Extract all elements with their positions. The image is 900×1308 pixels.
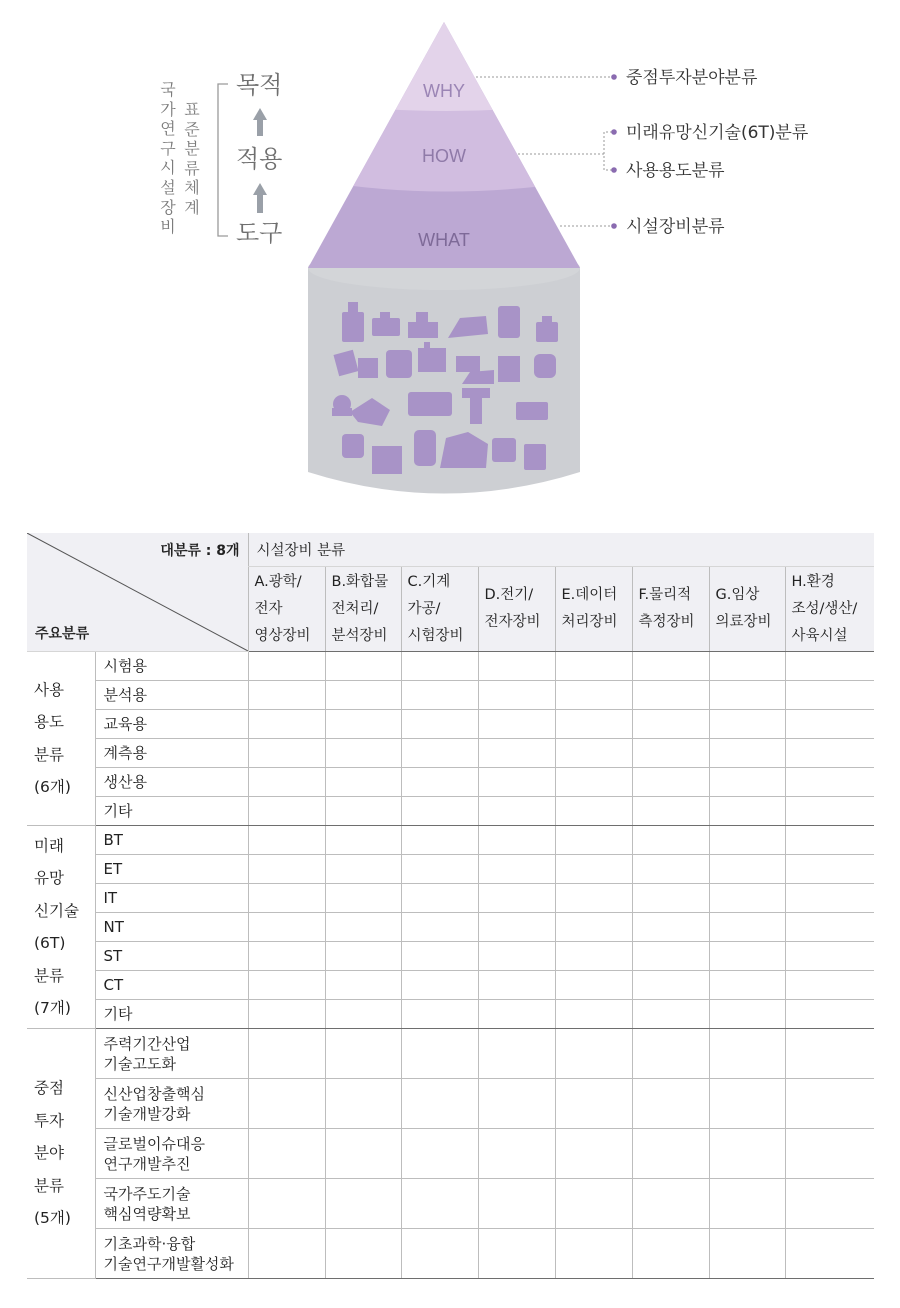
matrix-cell [248,942,325,971]
matrix-cell [555,768,632,797]
matrix-cell [555,855,632,884]
subclass-label-line: 글로벌이슈대응 [103,1134,205,1153]
group-label-line: 분류 [34,745,64,764]
category-header-line: 시험장비 [407,627,464,644]
subclass-label-line: 기술고도화 [103,1054,176,1073]
matrix-cell [785,971,874,1000]
table-row [27,768,874,797]
matrix-cell [401,1029,478,1079]
matrix-cell [632,1000,709,1029]
matrix-cell [478,1029,555,1079]
table-row [27,739,874,768]
group-label-line: 사용 [34,680,64,699]
matrix-cell [632,913,709,942]
subclass-label [95,1129,248,1179]
table-row [27,942,874,971]
subclass-label [95,710,248,739]
matrix-cell [401,1179,478,1229]
matrix-cell [632,768,709,797]
matrix-cell [401,1129,478,1179]
matrix-cell [709,1229,785,1279]
category-header-line: B.화합물 [331,573,389,590]
matrix-cell [478,1079,555,1129]
matrix-cell [709,884,785,913]
matrix-cell [401,826,478,855]
category-header [478,567,555,652]
pyramid-what-label: WHAT [418,230,470,250]
subclass-label-line: 국가주도기술 [103,1184,191,1203]
table-row [27,1229,874,1279]
matrix-cell [709,826,785,855]
matrix-cell [325,1079,401,1129]
matrix-cell [478,826,555,855]
matrix-cell [785,826,874,855]
vertical-title-national-equipment: 국가연구시설장비 [160,80,176,237]
matrix-cell [478,1000,555,1029]
level-application: 적용 [236,145,283,173]
corner-major-count: 대분류 : 8개 [160,543,240,559]
matrix-cell [632,1079,709,1129]
matrix-cell [555,942,632,971]
matrix-cell [325,942,401,971]
matrix-cell [785,884,874,913]
matrix-cell [555,913,632,942]
group-label-line: 신기술 [34,901,79,920]
matrix-cell [401,710,478,739]
level-tool: 도구 [236,219,283,247]
subclass-label-line: 기초과학·융합 [103,1234,196,1253]
category-header-line: 전자 [254,600,283,617]
group-label [27,652,95,826]
matrix-cell [709,739,785,768]
category-header-line: G.임상 [715,587,760,603]
matrix-cell [248,884,325,913]
header-facility-classification: 시설장비 분류 [248,533,874,567]
table-row [27,1000,874,1029]
category-header [555,567,632,652]
matrix-cell [248,855,325,884]
category-header-line: 영상장비 [254,627,311,644]
arrow-up-icon [253,108,267,136]
category-header [248,567,325,652]
table-row [27,855,874,884]
classification-diagram [0,0,900,500]
matrix-cell [325,652,401,681]
matrix-cell [555,652,632,681]
matrix-cell [401,681,478,710]
matrix-cell [785,1029,874,1079]
matrix-cell [632,652,709,681]
matrix-cell [555,1179,632,1229]
subclass-label [95,855,248,884]
subclass-label [95,971,248,1000]
matrix-cell [325,710,401,739]
matrix-cell [325,826,401,855]
matrix-cell [555,797,632,826]
matrix-cell [785,855,874,884]
subclass-label-line: BT [103,831,123,849]
matrix-cell [248,1000,325,1029]
level-purpose: 목적 [236,71,283,99]
table-row [27,1179,874,1229]
group-label [27,1029,95,1279]
matrix-cell [401,884,478,913]
matrix-cell [478,1229,555,1279]
matrix-cell [555,1129,632,1179]
matrix-cell [248,1129,325,1179]
matrix-cell [632,884,709,913]
table-row [27,1029,874,1079]
category-header-line: H.환경 [791,573,835,590]
matrix-cell [785,1129,874,1179]
matrix-cell [709,1029,785,1079]
subclass-label-line: IT [103,889,118,907]
subclass-label [95,1179,248,1229]
matrix-cell [555,884,632,913]
group-label-line: 투자 [34,1111,64,1130]
classification-matrix-table [27,533,874,1279]
matrix-cell [401,768,478,797]
matrix-cell [709,681,785,710]
matrix-cell [632,1179,709,1229]
matrix-cell [401,652,478,681]
diagram-graphics [0,0,900,500]
matrix-cell [401,1229,478,1279]
group-label-line: 분류 [34,1176,64,1195]
category-header-line: 조성/생산/ [791,600,858,617]
category-header-line: 전처리/ [331,600,379,617]
subclass-label [95,1079,248,1129]
matrix-cell [785,1000,874,1029]
matrix-cell [632,1229,709,1279]
matrix-cell [709,1179,785,1229]
category-header [325,567,401,652]
callout-future-tech: 미래유망신기술(6T)분류 [626,123,809,143]
group-label-line: (6T) [34,934,66,952]
subclass-label [95,942,248,971]
header-row-main [27,533,874,567]
matrix-cell [248,1179,325,1229]
matrix-cell [632,1129,709,1179]
matrix-cell [709,971,785,1000]
matrix-cell [709,1079,785,1129]
matrix-cell [785,913,874,942]
matrix-cell [632,739,709,768]
pyramid-why-label: WHY [423,81,465,101]
matrix-cell [785,1179,874,1229]
matrix-cell [325,884,401,913]
table-row [27,913,874,942]
matrix-cell [555,710,632,739]
matrix-cell [555,739,632,768]
group-label-line: 분류 [34,966,64,985]
matrix-cell [401,971,478,1000]
matrix-cell [325,1229,401,1279]
matrix-cell [248,652,325,681]
group-label-line: 중점 [34,1079,64,1098]
subclass-label [95,652,248,681]
category-header-line: 전자장비 [484,614,541,630]
matrix-cell [248,913,325,942]
matrix-cell [709,913,785,942]
category-header-line: 처리장비 [561,614,618,630]
category-header-line: D.전기/ [484,587,534,603]
corner-main-classification: 주요분류 [35,626,90,642]
matrix-cell [401,855,478,884]
matrix-cell [785,797,874,826]
subclass-label [95,768,248,797]
category-header [709,567,785,652]
table-row [27,652,874,681]
matrix-cell [325,739,401,768]
callout-priority-investment: 중점투자분야분류 [626,68,758,88]
matrix-cell [555,1000,632,1029]
subclass-label [95,739,248,768]
matrix-cell [478,652,555,681]
matrix-cell [325,797,401,826]
category-header-line: E.데이터 [561,587,618,603]
matrix-cell [248,797,325,826]
vertical-title-standard-system: 표준분류체계 [184,100,200,217]
subclass-label-line: 생산용 [103,773,147,791]
matrix-cell [478,971,555,1000]
matrix-cell [478,739,555,768]
subclass-label-line: 계측용 [103,744,147,762]
matrix-cell [401,1000,478,1029]
matrix-cell [401,797,478,826]
matrix-cell [632,942,709,971]
category-header [632,567,709,652]
matrix-cell [555,971,632,1000]
group-label [27,826,95,1029]
matrix-cell [785,681,874,710]
matrix-cell [478,913,555,942]
matrix-cell [401,913,478,942]
matrix-cell [325,1129,401,1179]
matrix-cell [632,797,709,826]
subclass-label-line: 분석용 [103,686,147,704]
category-header-line: 측정장비 [638,614,695,630]
matrix-cell [248,739,325,768]
table-row [27,971,874,1000]
matrix-cell [785,942,874,971]
matrix-cell [632,826,709,855]
callout-dots [611,74,617,229]
matrix-cell [478,768,555,797]
matrix-cell [401,1079,478,1129]
subclass-label [95,826,248,855]
subclass-label [95,884,248,913]
matrix-cell [785,768,874,797]
group-label-line: 용도 [34,713,64,731]
category-header-line: A.광학/ [254,573,302,590]
matrix-cell [325,1029,401,1079]
category-header [401,567,478,652]
table-row [27,884,874,913]
matrix-cell [248,710,325,739]
matrix-cell [555,1079,632,1129]
matrix-cell [555,826,632,855]
matrix-cell [248,681,325,710]
matrix-cell [709,1000,785,1029]
category-header-line: 분석장비 [331,627,388,644]
subclass-label-line: 신산업창출핵심 [103,1084,205,1103]
matrix-cell [248,826,325,855]
matrix-cell [248,971,325,1000]
callout-usage: 사용용도분류 [626,161,725,181]
group-label-line: (7개) [34,999,71,1017]
subclass-label-line: 시험용 [103,657,147,675]
matrix-cell [478,1179,555,1229]
matrix-cell [325,681,401,710]
level-bracket [218,84,228,236]
matrix-cell [325,1179,401,1229]
matrix-cell [401,739,478,768]
matrix-cell [478,1129,555,1179]
matrix-cell [325,1000,401,1029]
matrix-cell [248,1079,325,1129]
subclass-label-line: 기타 [103,802,133,820]
subclass-label [95,1229,248,1279]
matrix-cell [478,710,555,739]
matrix-cell [632,971,709,1000]
pyramid-how-label: HOW [422,146,466,166]
category-header-line: 의료장비 [715,614,772,630]
subclass-label-line: 기술연구개발활성화 [103,1254,234,1273]
subclass-label-line: NT [103,918,124,936]
arrow-up-icon [253,183,267,213]
table-row [27,710,874,739]
table-row [27,826,874,855]
matrix-cell [709,768,785,797]
group-label-line: 분야 [34,1144,64,1163]
table-row [27,681,874,710]
group-label-line: (5개) [34,1209,71,1228]
subclass-label [95,913,248,942]
matrix-cell [785,739,874,768]
matrix-cell [632,1029,709,1079]
matrix-cell [555,681,632,710]
group-label-line: 미래 [34,836,64,855]
matrix-cell [325,971,401,1000]
subclass-label-line: 교육용 [103,715,147,733]
matrix-cell [325,855,401,884]
matrix-cell [632,710,709,739]
matrix-cell [325,768,401,797]
matrix-cell [632,855,709,884]
subclass-label [95,681,248,710]
matrix-cell [709,797,785,826]
subclass-label [95,1000,248,1029]
matrix-cell [632,681,709,710]
subclass-label-line: 기타 [103,1005,133,1023]
matrix-cell [478,884,555,913]
matrix-cell [785,710,874,739]
subclass-label [95,1029,248,1079]
subclass-label [95,797,248,826]
matrix-cell [478,797,555,826]
matrix-cell [555,1029,632,1079]
callout-facility-equipment: 시설장비분류 [626,217,725,237]
matrix-cell [785,652,874,681]
category-header-line: F.물리적 [638,587,692,603]
subclass-label-line: 주력기간산업 [103,1034,191,1053]
table-row [27,1129,874,1179]
matrix-cell [785,1079,874,1129]
subclass-label-line: ET [103,860,123,878]
matrix-cell [709,710,785,739]
matrix-cell [709,1129,785,1179]
matrix-cell [709,855,785,884]
matrix-cell [478,942,555,971]
subclass-label-line: 연구개발추진 [103,1154,191,1173]
subclass-label-line: 핵심역량확보 [103,1204,191,1223]
subclass-label-line: ST [103,947,123,965]
category-header [785,567,874,652]
table-row [27,1079,874,1129]
matrix-cell [709,652,785,681]
matrix-cell [248,1229,325,1279]
group-label-line: (6개) [34,778,71,796]
table-row [27,797,874,826]
category-header-line: C.기계 [407,573,451,590]
matrix-cell [325,913,401,942]
matrix-cell [248,768,325,797]
matrix-cell [555,1229,632,1279]
matrix-cell [248,1029,325,1079]
matrix-cell [785,1229,874,1279]
category-header-line: 가공/ [407,600,441,617]
subclass-label-line: CT [103,976,124,994]
matrix-cell [478,855,555,884]
header-corner [27,533,248,652]
category-header-line: 사육시설 [791,627,848,644]
matrix-cell [401,942,478,971]
group-label-line: 유망 [34,869,64,887]
subclass-label-line: 기술개발강화 [103,1104,191,1123]
matrix-cell [478,681,555,710]
matrix-cell [709,942,785,971]
